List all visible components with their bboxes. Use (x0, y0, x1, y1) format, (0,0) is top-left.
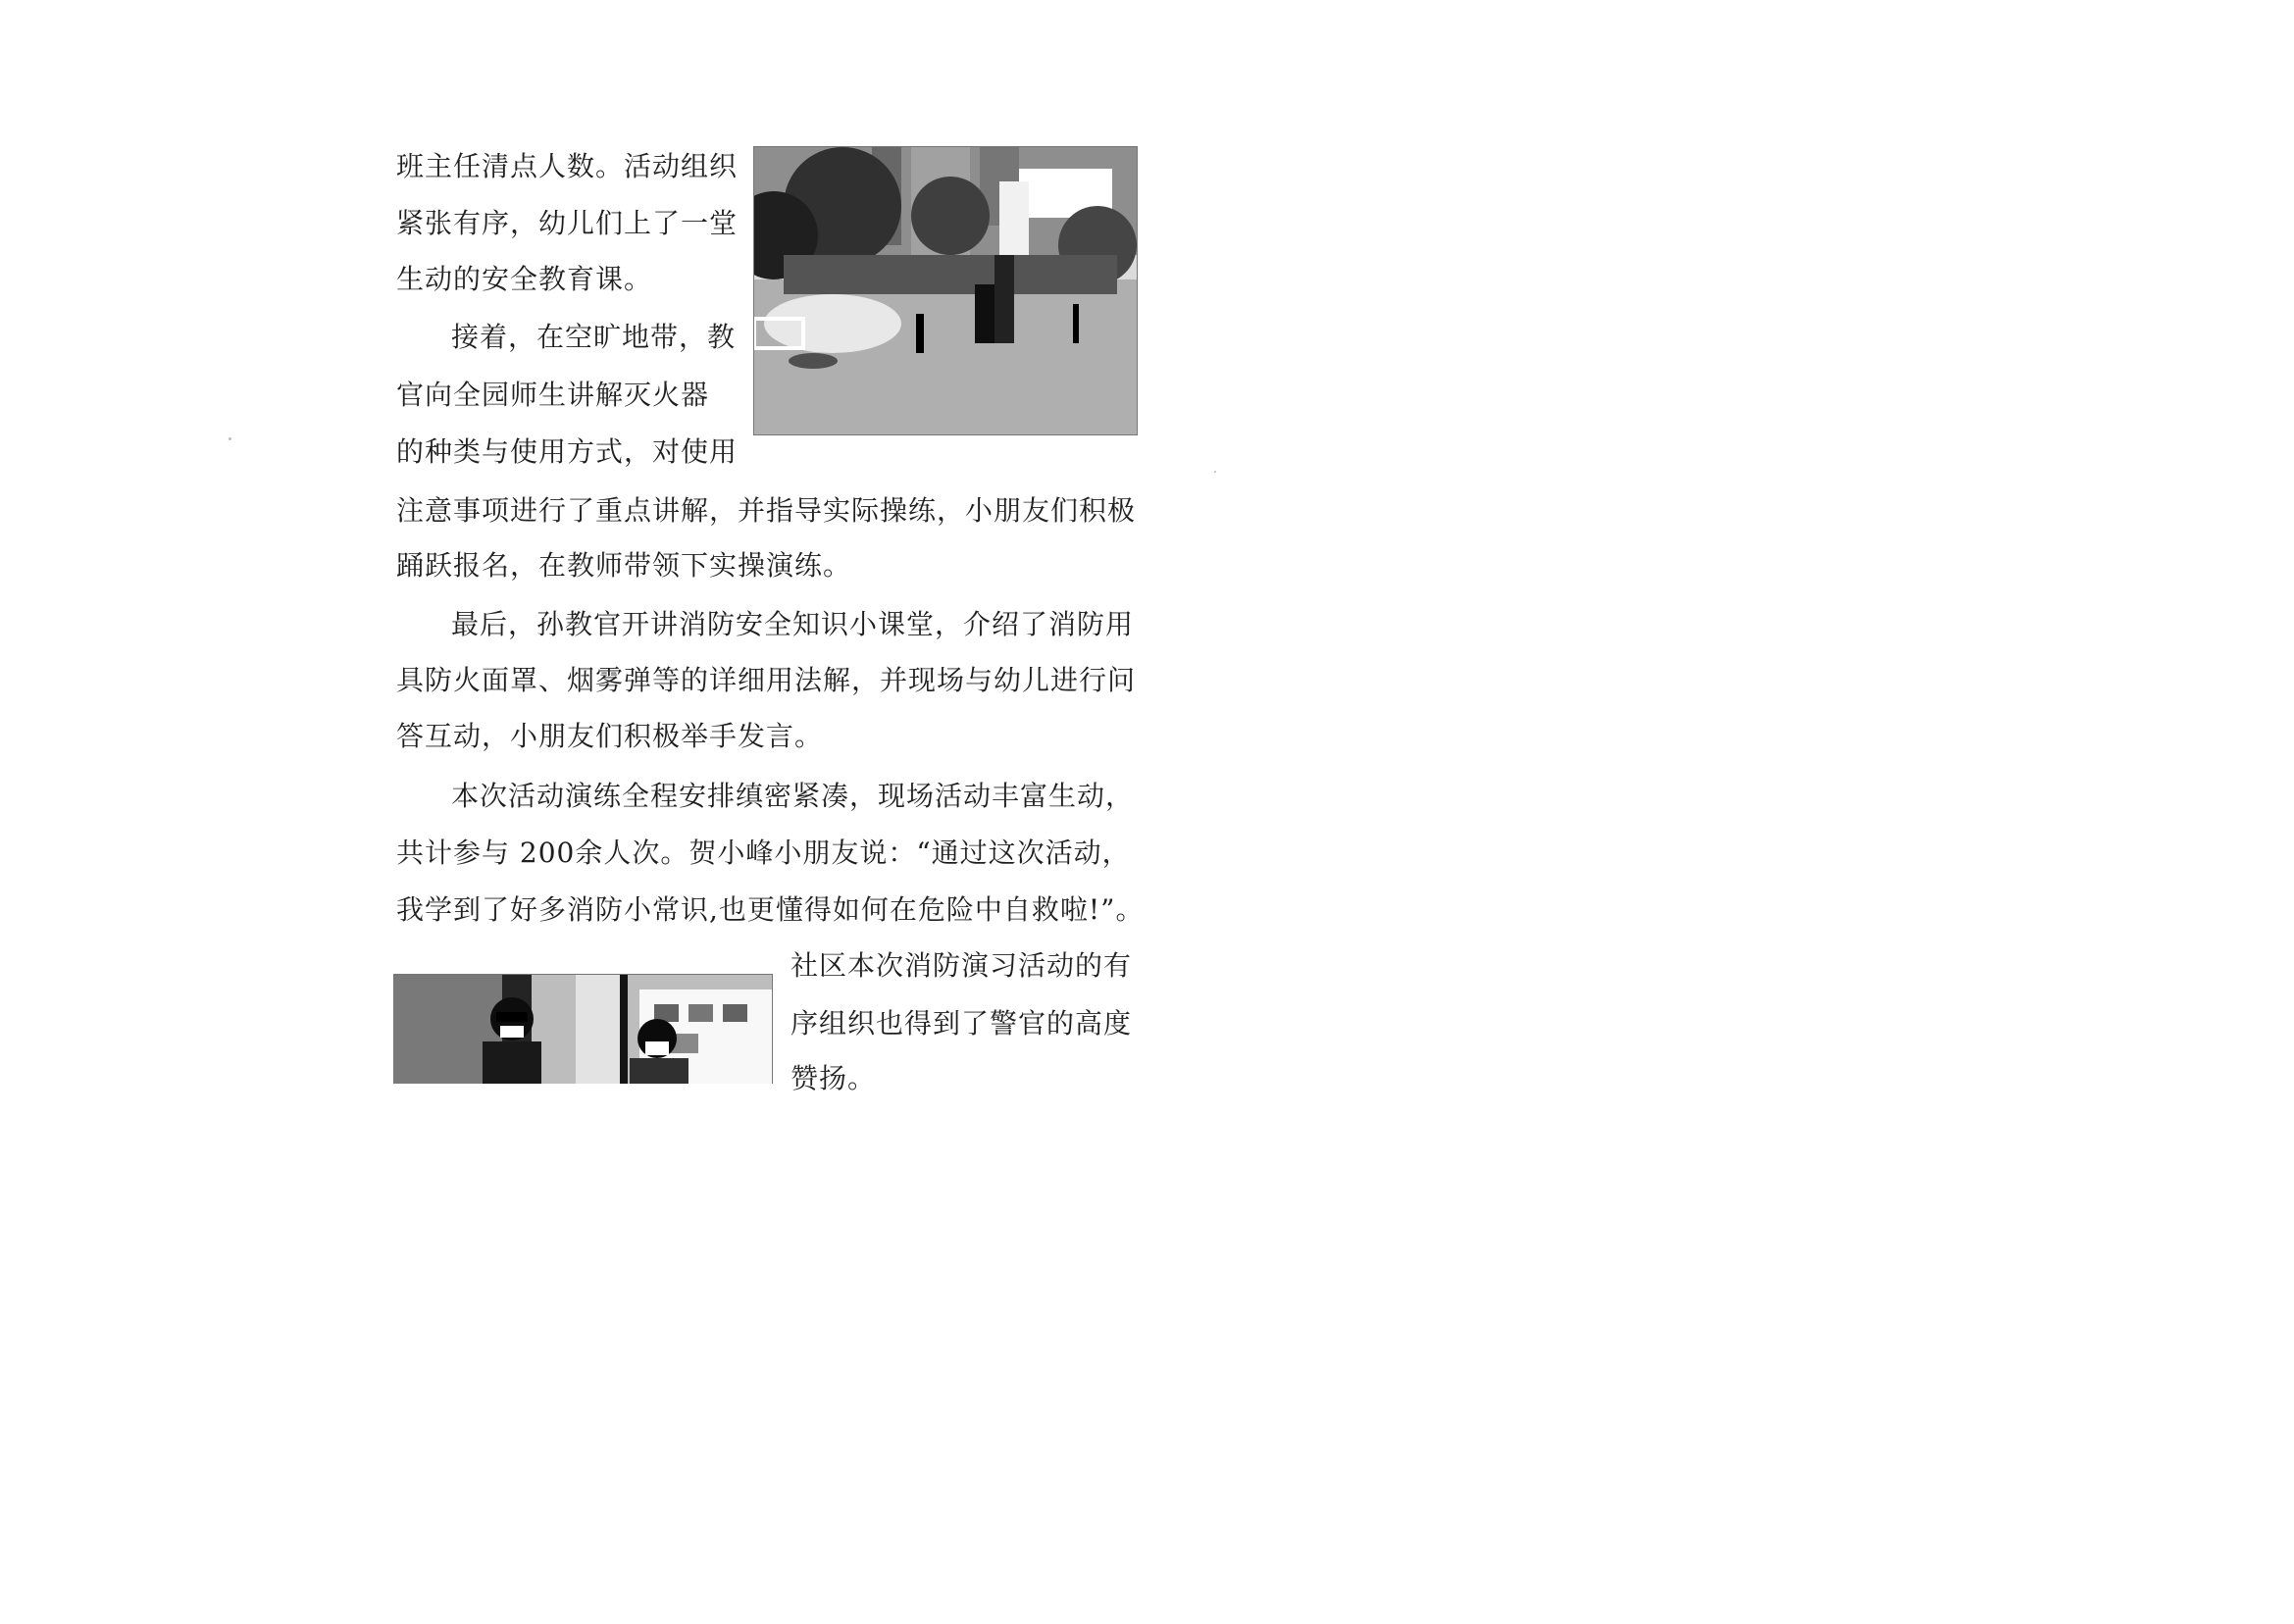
scan-speck (1214, 471, 1216, 473)
text-line: 生动的安全教育课。 (396, 263, 653, 295)
fire-drill-photo (753, 146, 1138, 435)
text-line: 序组织也得到了警官的高度 (790, 1007, 1133, 1040)
text-line: 踊跃报名，在教师带领下实操演练。 (396, 549, 852, 582)
photo-masked-adults-indoors-icon (394, 975, 772, 1084)
text-line: 共计参与 200余人次。贺小峰小朋友说：“通过这次活动， (396, 837, 1131, 869)
text-line: 我学到了好多消防小常识,也更懂得如何在危险中自救啦!”。 (396, 893, 1145, 926)
text-line: 接着，在空旷地带，教 (451, 321, 737, 353)
text-line: 本次活动演练全程安排缜密紧凑，现场活动丰富生动， (451, 780, 1135, 812)
text-line: 答互动，小朋友们积极举手发言。 (396, 720, 824, 752)
text-line: 注意事项进行了重点讲解，并指导实际操练，小朋友们积极 (396, 494, 1137, 527)
text-line: 社区本次消防演习活动的有 (790, 949, 1133, 982)
text-line: 紧张有序，幼儿们上了一堂 (396, 207, 739, 239)
text-line: 赞扬。 (790, 1062, 877, 1094)
text-line: 的种类与使用方式，对使用 (396, 435, 739, 468)
scan-speck (229, 437, 231, 440)
text-line: 班主任清点人数。活动组织 (396, 150, 739, 182)
photo-fire-extinguisher-drill-icon (754, 147, 1137, 434)
community-photo (393, 974, 773, 1084)
text-line: 具防火面罩、烟雾弹等的详细用法解，并现场与幼儿进行问 (396, 664, 1137, 696)
text-line: 官向全园师生讲解灭火器 (396, 379, 710, 411)
text-line: 最后，孙教官开讲消防安全知识小课堂，介绍了消防用 (451, 608, 1135, 640)
